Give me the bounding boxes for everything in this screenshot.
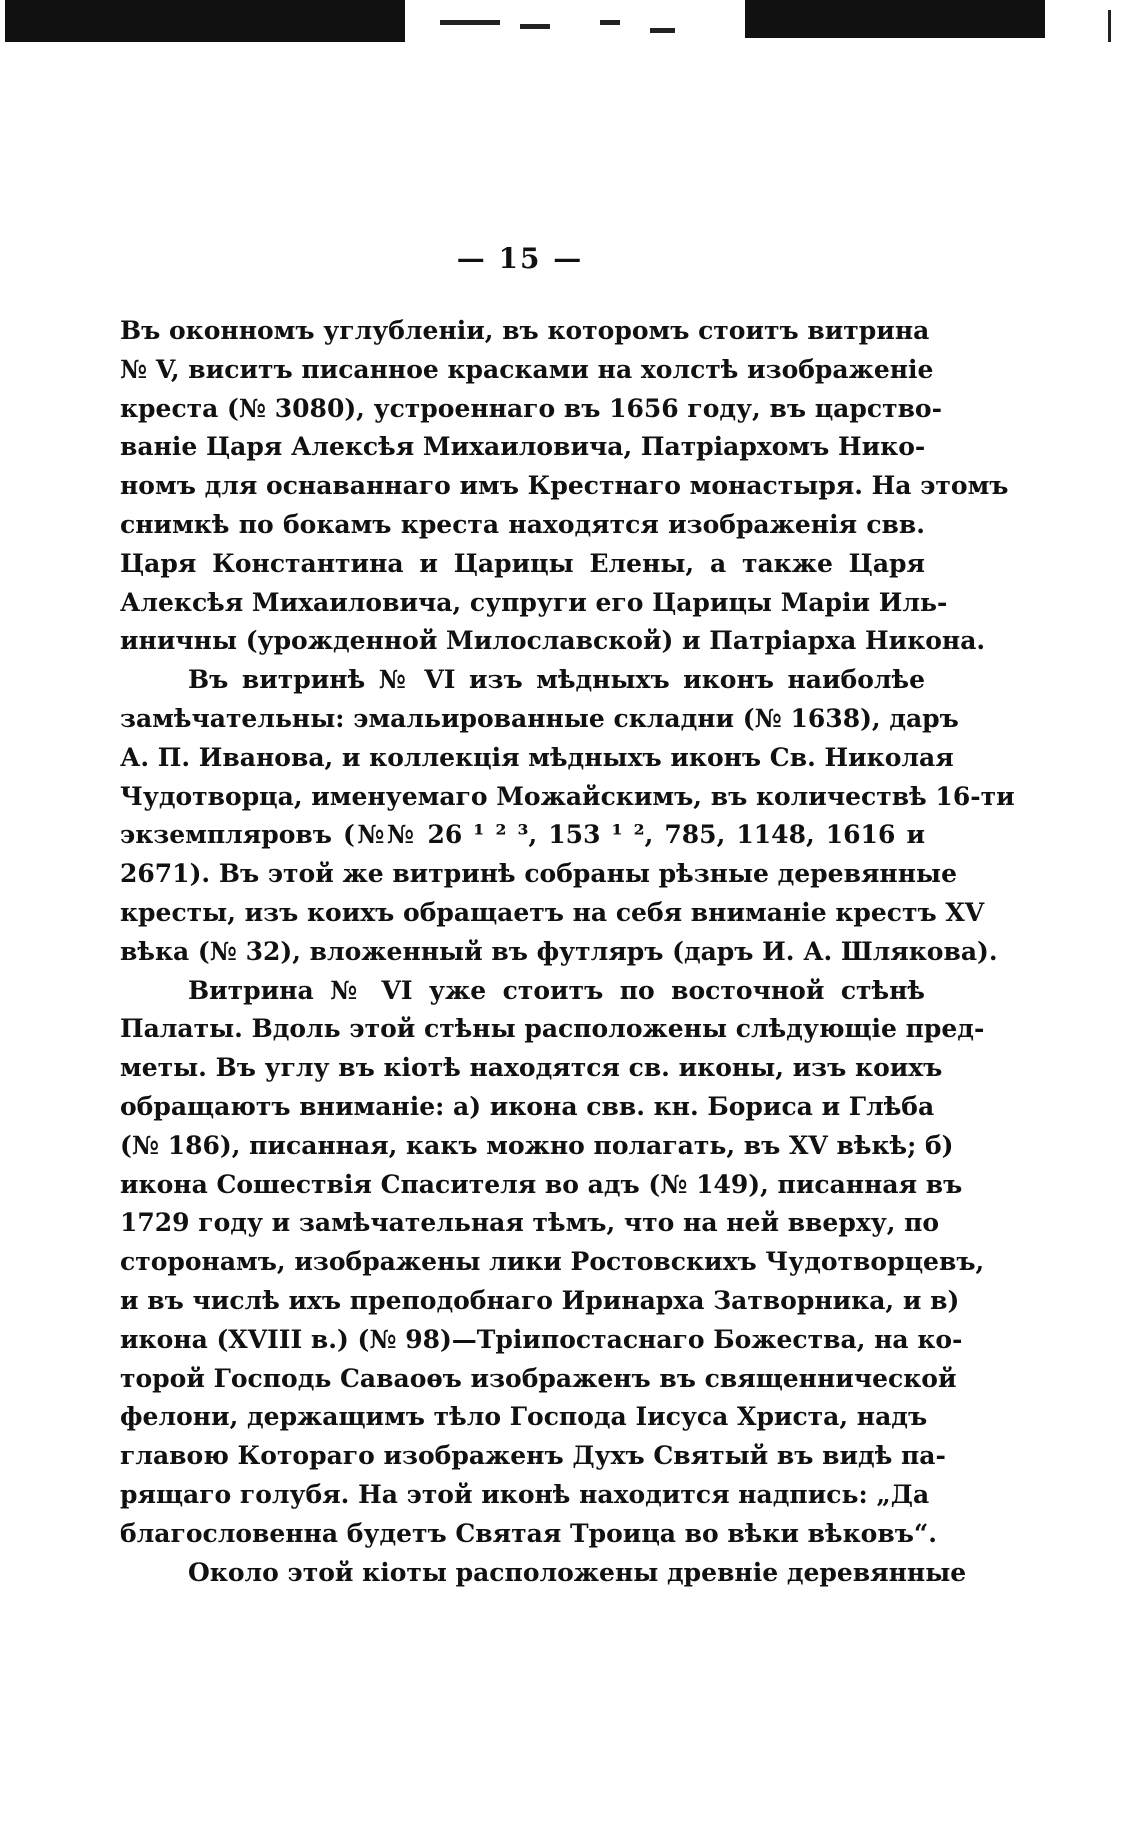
text-line: экземпляровъ (№№ 26 ¹ ² ³, 153 ¹ ², 785, 1148, 1616 и xyxy=(120,820,925,850)
text-line: Около этой кіоты расположены древніе деревянные xyxy=(188,1557,967,1587)
text-line: вѣка (№ 32), вложенный въ футляръ (даръ И. А. Шлякова). xyxy=(120,936,998,966)
text-line: Витрина № VI уже стоитъ по восточной стѣнѣ xyxy=(188,975,925,1005)
text-line: замѣчательны: эмальированные складни (№ 1638), даръ xyxy=(120,703,959,733)
text-line: снимкѣ по бокамъ креста находятся изображенія свв. xyxy=(120,509,925,539)
text-line: кресты, изъ коихъ обращаетъ на себя вниманіе крестъ XV xyxy=(120,897,985,927)
text-line: икона Сошествія Спасителя во адъ (№ 149), писанная въ xyxy=(120,1169,963,1199)
text-line: Алексѣя Михаиловича, супруги его Царицы Маріи Иль- xyxy=(120,587,948,617)
text-line: 2671). Въ этой же витринѣ собраны рѣзные деревянные xyxy=(120,859,957,889)
text-line: (№ 186), писанная, какъ можно полагать, въ XV вѣкѣ; б) xyxy=(120,1130,954,1160)
text-line: номъ для оснаваннаго имъ Крестнаго монастыря. На этомъ xyxy=(120,471,1009,501)
text-line: рящаго голубя. На этой иконѣ находится надпись: „Да xyxy=(120,1479,930,1509)
text-line: Въ оконномъ углубленіи, въ которомъ стоитъ витрина xyxy=(120,316,930,345)
text-line: Палаты. Вдоль этой стѣны расположены слѣдующіе пред- xyxy=(120,1014,985,1044)
text-line: меты. Въ углу въ кіотѣ находятся св. иконы, изъ коихъ xyxy=(120,1053,943,1083)
text-line: А. П. Иванова, и коллекція мѣдныхъ иконъ Св. Николая xyxy=(120,742,954,772)
text-line: № V, виситъ писанное красками на холстѣ изображеніе xyxy=(120,354,934,384)
page-number: — 15 — xyxy=(456,242,584,275)
scan-artifact-dash xyxy=(440,20,500,25)
text-line: иничны (урожденной Милославской) и Патріарха Никона. xyxy=(120,626,986,656)
text-line: Чудотворца, именуемаго Можайскимъ, въ количествѣ 16-ти xyxy=(120,781,1015,811)
text-line: торой Господь Саваоѳъ изображенъ въ священнической xyxy=(120,1363,957,1393)
text-line: Въ витринѣ № VI изъ мѣдныхъ иконъ наиболѣе xyxy=(188,665,925,695)
scan-artifact-dash xyxy=(600,20,620,25)
scan-artifact-left xyxy=(5,0,405,42)
scan-artifact-dash xyxy=(650,28,675,33)
text-line: и въ числѣ ихъ преподобнаго Иринарха Затворника, и в) xyxy=(120,1285,960,1315)
text-line: главою Котораго изображенъ Духъ Святый въ видѣ па- xyxy=(120,1441,946,1471)
text-line: фелони, держащимъ тѣло Господа Іисуса Христа, надъ xyxy=(120,1402,928,1432)
scan-artifact-edge xyxy=(1108,10,1111,42)
scan-artifact-right xyxy=(745,0,1045,38)
text-line: сторонамъ, изображены лики Ростовскихъ Чудотворцевъ, xyxy=(120,1247,985,1277)
body-text xyxy=(120,312,1015,1592)
text-line: ваніе Царя Алексѣя Михаиловича, Патріархомъ Нико- xyxy=(120,432,926,462)
scan-artifact-dash xyxy=(520,24,550,29)
text-line: Царя Константина и Царицы Елены, а также Царя xyxy=(120,548,925,578)
text-line: 1729 году и замѣчательная тѣмъ, что на ней вверху, по xyxy=(120,1208,940,1238)
text-line: обращаютъ вниманіе: а) икона свв. кн. Бориса и Глѣба xyxy=(120,1091,935,1121)
text-line: креста (№ 3080), устроеннаго въ 1656 году, въ царство- xyxy=(120,393,942,423)
text-line: икона (XVIII в.) (№ 98)—Тріипостаснаго Божества, на ко- xyxy=(120,1324,963,1354)
text-line: благословенна будетъ Святая Троица во вѣки вѣковъ“. xyxy=(120,1518,937,1548)
